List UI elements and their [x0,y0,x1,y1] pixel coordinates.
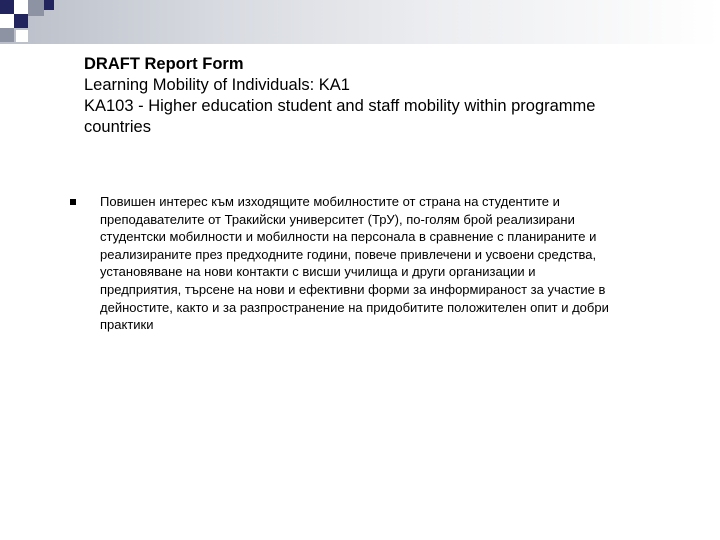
decorative-square [0,14,14,28]
bullet-square-icon [70,199,76,205]
paragraph-line: реализираните през предходните години, повече привлечени и усвоени средства, [100,246,597,262]
slide-title [84,54,684,138]
decorative-square [16,30,28,42]
paragraph-line: Повишен интерес към изходящите мобилностите от страна на студентите и [100,194,560,209]
paragraph-line: дейностите, както и за разпространение на придобитите положителен опит и добри [100,299,609,315]
decorative-square [0,0,14,14]
title-line-program: Learning Mobility of Individuals: KA1 [84,76,350,94]
paragraph-line: преподавателите от Тракийски университет (ТрУ), по-голям брой реализирани [100,211,575,227]
decorative-header-band [0,0,720,44]
title-line-action: KA103 - Higher education student and staff mobility within programme [84,97,596,115]
paragraph-line: студентски мобилности и мобилности на персонала в сравнение с планираните и [100,229,597,245]
decorative-square [28,0,44,16]
decorative-square [14,0,28,14]
paragraph-line: практики [100,317,154,333]
decorative-square [44,0,54,10]
paragraph-line: установяване на нови контакти с висши училища и други организации и [100,264,536,280]
bullet-paragraph [100,193,660,334]
decorative-square [14,14,28,28]
paragraph-line: предприятия, търсене на нови и ефективни форми за информираност за участие в [100,281,606,297]
decorative-square [0,28,14,42]
title-line-heading: DRAFT Report Form [84,55,244,73]
title-line-scope: countries [84,118,151,136]
